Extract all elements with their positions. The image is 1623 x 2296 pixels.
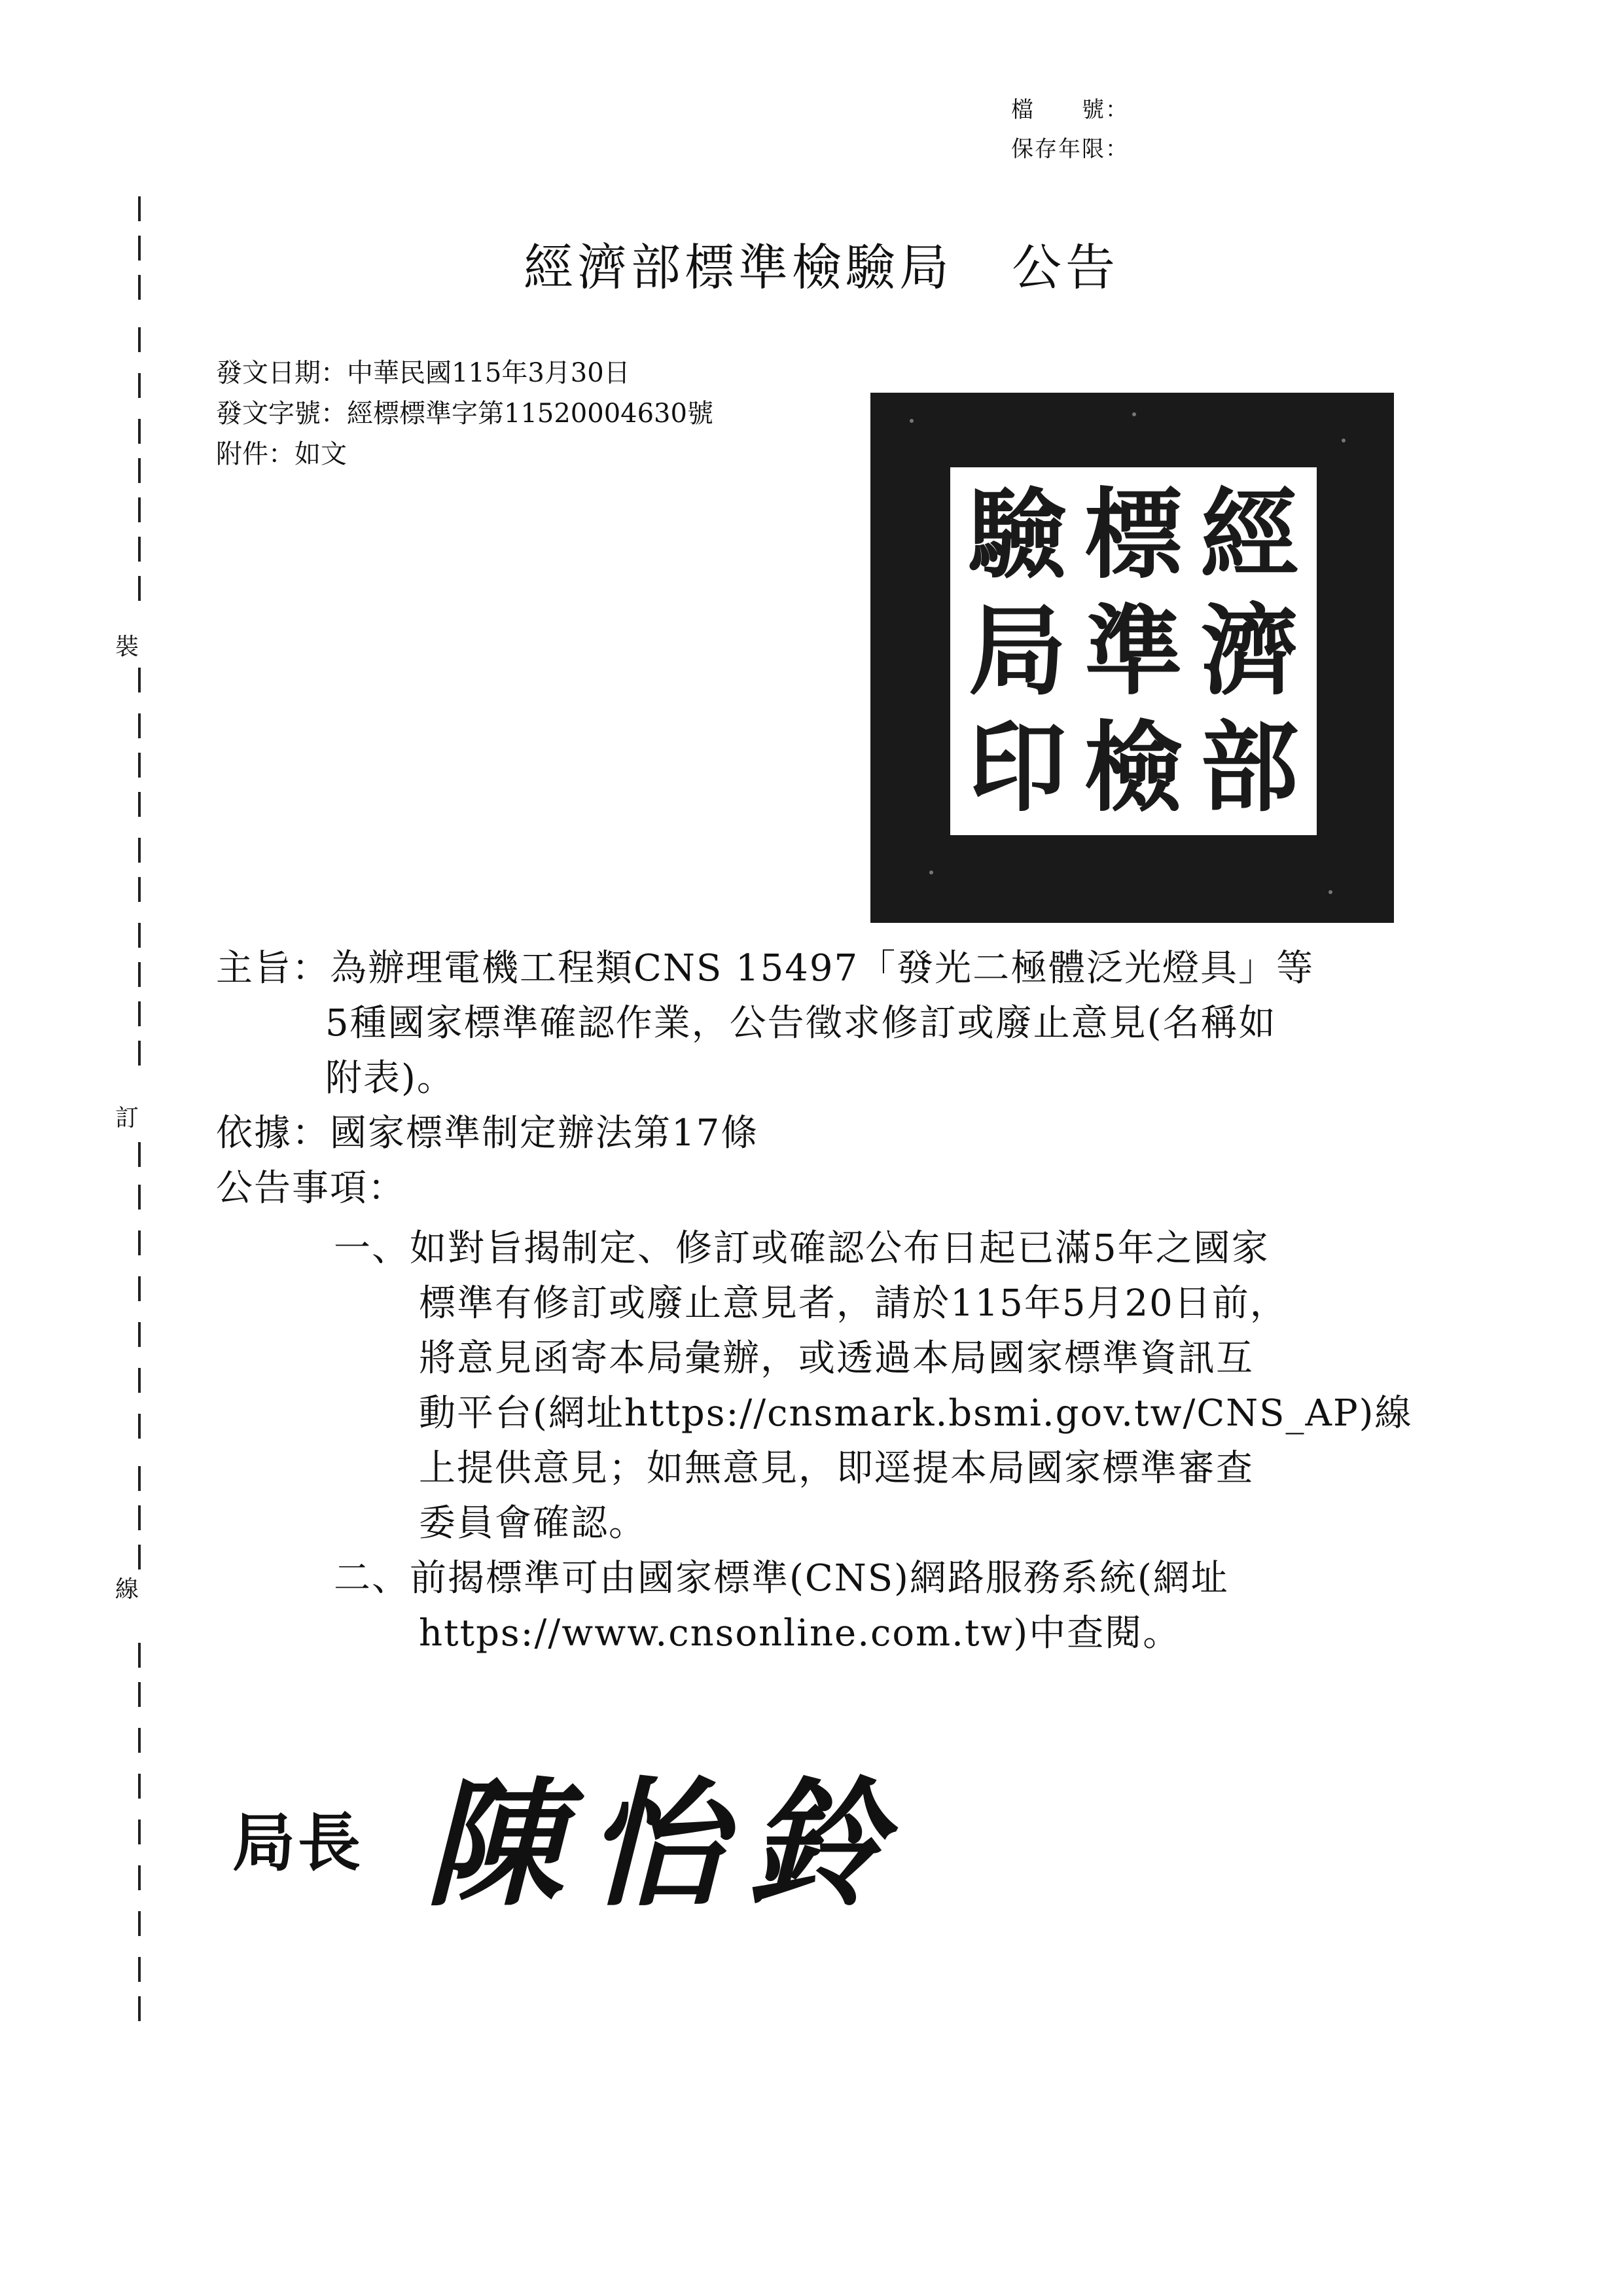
seal-glyph: 標 bbox=[1084, 477, 1183, 592]
file-number-label: 檔 號： bbox=[1011, 97, 1129, 123]
subject-line-3: 附表)。 bbox=[325, 1057, 455, 1100]
notice-item-1-line-2: 標準有修訂或廢止意見者，請於115年5月20日前， bbox=[419, 1282, 1288, 1325]
binding-char-zhuang: 裝 bbox=[115, 634, 139, 660]
seal-glyph: 印 bbox=[968, 710, 1067, 825]
signatory-name: 陳怡鈴 bbox=[425, 1763, 909, 1925]
notice-item-1-line-6: 委員會確認。 bbox=[419, 1502, 647, 1545]
official-seal bbox=[870, 393, 1394, 923]
seal-glyph: 局 bbox=[968, 594, 1067, 709]
binding-char-xian: 線 bbox=[115, 1576, 139, 1603]
issue-date: 發文日期：中華民國115年3月30日 bbox=[216, 358, 630, 388]
seal-glyph: 部 bbox=[1200, 710, 1299, 825]
retention-period-label: 保存年限： bbox=[1011, 136, 1129, 162]
page-title bbox=[524, 228, 1119, 299]
seal-glyph: 檢 bbox=[1084, 710, 1183, 825]
notice-item-1-line-1: 一、如對旨揭制定、修訂或確認公布日起已滿5年之國家 bbox=[334, 1227, 1270, 1270]
seal-face bbox=[950, 467, 1317, 835]
seal-glyph: 準 bbox=[1084, 594, 1183, 709]
seal-glyph: 濟 bbox=[1200, 594, 1299, 709]
notice-item-1-line-3: 將意見函寄本局彙辦，或透過本局國家標準資訊互 bbox=[419, 1337, 1254, 1380]
agency-name: 經濟部標準檢驗局 bbox=[524, 238, 953, 296]
seal-glyph: 經 bbox=[1200, 477, 1299, 592]
notice-heading: 公告事項： bbox=[216, 1167, 406, 1210]
seal-glyph-grid bbox=[959, 476, 1308, 826]
binding-char-ding: 訂 bbox=[115, 1105, 139, 1132]
seal-glyph: 驗 bbox=[968, 477, 1067, 592]
attachment: 附件：如文 bbox=[216, 439, 347, 469]
issue-number: 發文字號：經標標準字第11520004630號 bbox=[216, 399, 713, 429]
signatory-title: 局長 bbox=[232, 1806, 363, 1880]
subject-line-2: 5種國家標準確認作業，公告徵求修訂或廢止意見(名稱如 bbox=[325, 1002, 1277, 1045]
subject-line-1: 主旨：為辦理電機工程類CNS 15497「發光二極體泛光燈具」等 bbox=[216, 947, 1315, 990]
notice-item-2-line-1: 二、前揭標準可由國家標準(CNS)網路服務系統(網址 bbox=[334, 1557, 1229, 1600]
legal-basis: 依據：國家標準制定辦法第17條 bbox=[216, 1112, 759, 1155]
notice-item-1-line-5: 上提供意見；如無意見，即逕提本局國家標準審查 bbox=[419, 1447, 1254, 1490]
document-type: 公告 bbox=[1012, 238, 1119, 296]
notice-item-1-line-4: 動平台(網址https://cnsmark.bsmi.gov.tw/CNS_AP)線 bbox=[419, 1392, 1413, 1435]
notice-item-2-line-2: https://www.cnsonline.com.tw)中查閱。 bbox=[419, 1612, 1181, 1655]
